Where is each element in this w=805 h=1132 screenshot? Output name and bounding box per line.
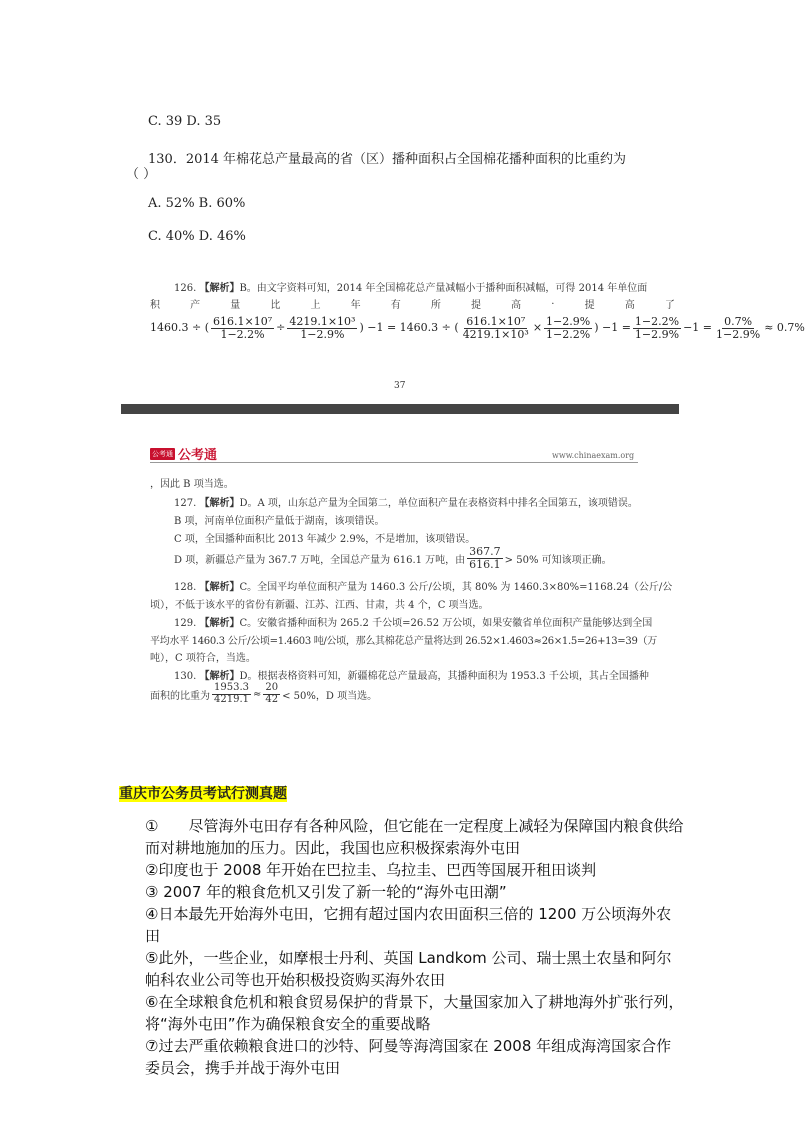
gkt-logo [150,444,217,463]
denominator: 1−2.9% [300,327,345,341]
heading-text: 重庆市公务员考试行测真题 [119,786,287,802]
fraction [544,316,592,340]
char: 高 [511,300,522,311]
scan2-line0: ，因此 B 项当选。 [150,479,234,490]
sentence-7: ⑦过去严重依赖粮食进口的沙特、阿曼等海湾国家在 2008 年组成海湾国家合作委员会，携手并战于海外屯田 [145,1037,672,1077]
char: 上 [310,300,321,311]
site-url: www.chinaexam.org [552,451,635,460]
char: 所 [430,300,441,311]
analysis-tag: 【解析】 [199,283,240,294]
answer-number: 130. [174,671,197,682]
analysis-tag: 【解析】 [199,671,240,682]
q130-prompt-blank: （ ） [126,167,157,182]
answer-number: 127. [174,498,197,509]
formula-mid: ) −1 = 1460.3 ÷ ( [359,321,459,335]
formula-mid2: ) −1 = [594,321,631,335]
page-number: 37 [394,381,406,391]
char: 年 [350,300,361,311]
fraction [461,316,531,340]
formula-mid3: −1 = [683,321,713,335]
approx-symbol: ≈ [253,688,262,700]
char: 提 [584,300,595,311]
denominator: 1−2.9% [716,327,761,341]
char: 产 [190,300,201,311]
denominator: 42 [265,693,279,705]
scan1-formula [150,315,805,341]
formula-tail: ≈ 0.7% [764,321,805,335]
sentence-3: ③ 2007 年的粮食危机又引发了新一轮的“海外屯田潮” [145,883,507,901]
analysis-text: C。安徽省播种面积为 265.2 千公顷=26.52 万公顷，如果安徽省单位面积产量能够达到全国 [239,618,653,629]
numerator: 1−2.2% [634,315,680,328]
sentence-2: ②印度也于 2008 年开始在巴拉圭、乌拉圭、巴西等国展开租田谈判 [145,861,597,879]
scan2-line4 [174,546,612,570]
analysis-text: D。根据表格资料可知，新疆棉花总产量最高，其播种面积为 1953.3 千公顷，其占全国播种 [239,671,649,682]
numerator: 616.1×10⁷ [213,315,273,328]
analysis-tag: 【解析】 [199,582,240,593]
text: D 项，新疆总产量为 367.7 万吨，全国总产量为 616.1 万吨，由 [174,554,466,566]
section-heading [119,783,287,803]
q130-options-ab: A. 52% B. 60% [148,196,246,211]
answer-number: 128. [174,582,197,593]
operator: ÷ [276,321,286,335]
q130-prompt: 130．2014 年棉花总产量最高的省（区）播种面积占全国棉花播种面积的比重约为 [148,152,627,167]
denominator: 616.1 [469,557,501,571]
logo-text: 公考通 [178,448,218,463]
operator: × [532,321,543,335]
denominator: 1−2.2% [220,327,265,341]
scan2-answer-127 [174,494,638,509]
numerator: 1−2.9% [546,315,591,328]
analysis-text: B。由文字资料可知，2014 年全国棉花总产量减幅小于播种面积减幅，可得 2014 年单位面 [239,283,648,294]
numerator: 0.7% [724,315,753,328]
fraction [633,316,681,340]
char: 有 [390,300,401,311]
denominator: 1−2.2% [546,327,591,341]
fraction [211,316,274,340]
denominator: 1−2.9% [634,327,680,341]
scan2-line2: B 项，河南单位面积产量低于湖南，该项错误。 [174,516,385,527]
text: > 50% 可知该项正确。 [504,554,612,566]
scan2-line6: 顷），不低于该水平的省份有新疆、江苏、江西、甘肃，共 4 个，C 项当选。 [150,600,489,611]
scan2-answer-128 [174,578,672,593]
fraction [467,546,503,570]
char: 提 [471,300,481,311]
text: < 50%，D 项当选。 [282,690,378,702]
sentence-6: ⑥在全球粮食危机和粮食贸易保护的背景下，大量国家加入了耕地海外扩张行列，将“海外屯田”作为确保粮食安全的重要战略 [145,993,684,1033]
numerator: 4219.1×10³ [289,315,356,328]
scan1-line1 [174,279,647,294]
scan2-line9: 吨），C 项符合，当选。 [150,653,256,664]
analysis-text: D。A 项，山东总产量为全国第二，单位面积产量在表格资料中排名全国第五，该项错误。 [239,498,638,509]
answer-number: 126. [174,283,197,294]
scan2-answer-130 [174,667,649,682]
header-rule [150,462,638,463]
fraction [287,316,357,340]
scan2-line8: 平均水平 1460.3 公斤/公顷=1.4603 吨/公顷，那么其棉花总产量将达到 26.52×1.4603≈26×1.5=26+13=39（万 [150,636,657,647]
scan2-line11 [150,683,377,705]
char: 了 [664,300,675,311]
denominator: 4219.1 [214,693,249,705]
sentence-5: ⑤此外，一些企业，如摩根士丹利、英国 Landkom 公司、瑞士黑土农垦和阿尔帕科农业公司等也开始积极投资购买海外农田 [145,949,672,989]
fraction [714,316,762,340]
numerator: 367.7 [469,545,501,558]
sentence-1: ① 尽管海外屯田存有各种风险，但它能在一定程度上减轻为保障国内粮食供给而对耕地施加的压力。因此，我国也应积极探索海外屯田 [145,817,684,857]
scan2-line3: C 项，全国播种面积比 2013 年减少 2.9%，不是增加，该项错误。 [174,534,476,545]
text: 面积的比重为 [150,690,210,702]
fraction [263,683,280,705]
q130-options-cd: C. 40% D. 46% [148,229,246,244]
char: 积 [150,300,160,311]
numerator: 1953.3 [214,682,249,693]
scan2-answer-129 [174,614,652,629]
char: 比 [270,300,281,311]
scan1-line2 [150,296,675,311]
analysis-tag: 【解析】 [199,618,240,629]
answer-number: 129. [174,618,197,629]
logo-mark: 公考通 [152,449,173,458]
analysis-tag: 【解析】 [199,498,240,509]
page-divider [121,404,679,414]
char: 量 [230,300,241,311]
analysis-text: C。全国平均单位面积产量为 1460.3 公斤/公顷，其 80% 为 1460.3×80%=1168.24（公斤/公 [239,582,673,593]
numerator: 20 [265,682,279,693]
q129-options-cd: C. 39 D. 35 [148,114,222,129]
fraction [212,683,251,705]
formula-lead: 1460.3 ÷ ( [150,321,209,335]
numerator: 616.1×10⁷ [466,315,526,328]
char: . [551,296,555,307]
denominator: 4219.1×10³ [462,327,529,341]
sentence-4: ④日本最先开始海外屯田，它拥有超过国内农田面积三倍的 1200 万公顷海外农田 [145,905,672,945]
sentence-list [145,815,685,1079]
char: 高 [624,300,635,311]
